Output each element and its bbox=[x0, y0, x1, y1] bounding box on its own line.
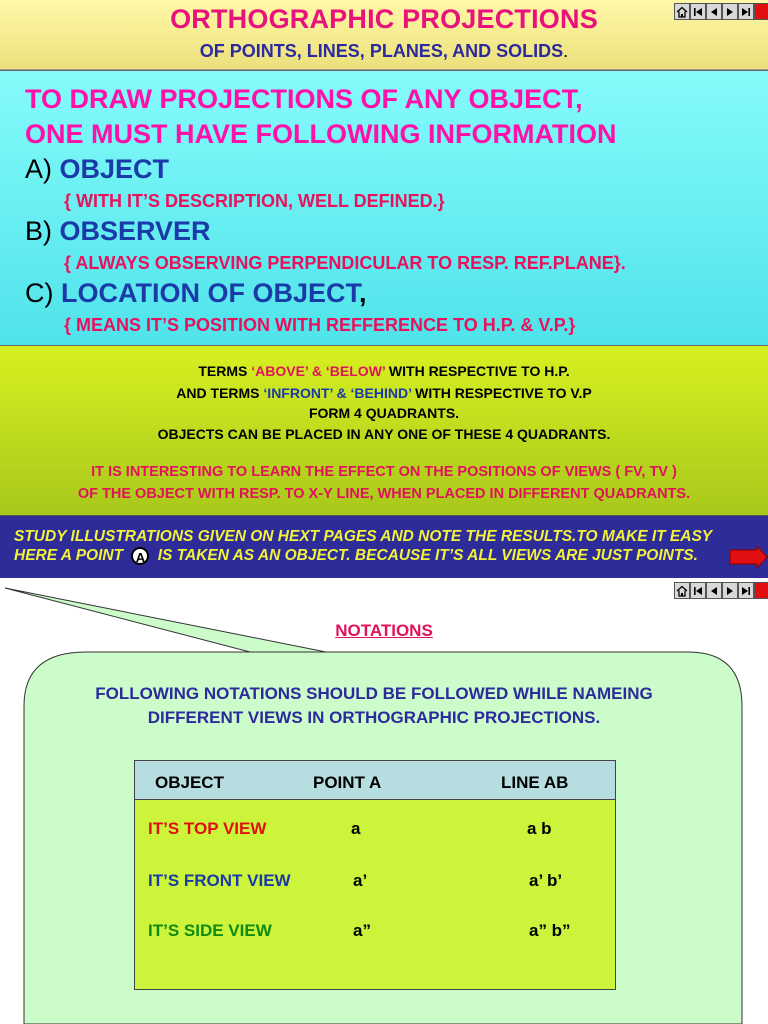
row-label: IT’S SIDE VIEW bbox=[148, 921, 272, 940]
item-suffix: , bbox=[359, 278, 367, 308]
previous-button[interactable] bbox=[706, 3, 722, 20]
interest-line-2: OF THE OBJECT WITH RESP. TO X-Y LINE, WHEN PLACED IN DIFFERENT QUADRANTS. bbox=[77, 486, 691, 502]
table-header bbox=[135, 761, 615, 800]
item-note: { MEANS IT’S POSITION WITH REFFERENCE TO H.P. & V.P.} bbox=[64, 315, 576, 335]
study-line-1: STUDY ILLUSTRATIONS GIVEN ON HEXT PAGES AND NOTE THE RESULTS.TO MAKE IT EASY bbox=[14, 528, 713, 545]
home-button[interactable] bbox=[674, 582, 690, 599]
study-line-2 bbox=[14, 547, 698, 565]
terms-text: WITH RESPECTIVE TO V.P bbox=[411, 385, 592, 401]
home-button[interactable] bbox=[674, 3, 690, 20]
nav-buttons-top bbox=[674, 3, 768, 20]
terms-line-3: FORM 4 QUADRANTS. bbox=[308, 405, 460, 421]
first-slide-icon bbox=[692, 585, 704, 597]
item-observer bbox=[25, 216, 211, 247]
notations-title: NOTATIONS bbox=[335, 621, 433, 640]
row-point: a’ bbox=[353, 871, 368, 890]
header-line: LINE AB bbox=[501, 773, 569, 792]
home-icon bbox=[676, 6, 688, 18]
terms-line-1 bbox=[0, 363, 768, 379]
row-point: a” bbox=[353, 921, 371, 940]
row-line: a” b” bbox=[529, 921, 571, 940]
home-icon bbox=[676, 585, 688, 597]
next-button[interactable] bbox=[722, 3, 738, 20]
subtitle-period: . bbox=[563, 41, 569, 61]
page-subtitle bbox=[0, 41, 768, 62]
last-slide-button[interactable] bbox=[738, 582, 754, 599]
previous-icon bbox=[708, 6, 720, 18]
item-location bbox=[25, 278, 367, 309]
last-slide-icon bbox=[740, 585, 752, 597]
slide-2 bbox=[0, 578, 768, 1024]
previous-icon bbox=[708, 585, 720, 597]
end-button[interactable] bbox=[754, 3, 768, 20]
intro-line-2: DIFFERENT VIEWS IN ORTHOGRAPHIC PROJECTIONS. bbox=[147, 708, 601, 727]
subtitle-text: OF POINTS, LINES, PLANES, AND SOLIDS bbox=[199, 41, 564, 61]
item-word: OBSERVER bbox=[59, 216, 211, 246]
header-object: OBJECT bbox=[155, 773, 224, 792]
last-slide-icon bbox=[740, 6, 752, 18]
item-note: { WITH IT’S DESCRIPTION, WELL DEFINED.} bbox=[64, 191, 445, 211]
interest-line-1: IT IS INTERESTING TO LEARN THE EFFECT ON THE POSITIONS OF VIEWS ( FV, TV ) bbox=[91, 464, 677, 480]
point-a-badge: A bbox=[131, 547, 149, 565]
last-slide-button[interactable] bbox=[738, 3, 754, 20]
row-line: a b bbox=[527, 819, 552, 838]
previous-button[interactable] bbox=[706, 582, 722, 599]
row-point: a bbox=[351, 819, 361, 838]
row-label: IT’S TOP VIEW bbox=[148, 819, 267, 838]
end-icon bbox=[756, 585, 768, 597]
heading-line-1: TO DRAW PROJECTIONS OF ANY OBJECT, bbox=[25, 84, 583, 114]
terms-line-2 bbox=[0, 385, 768, 401]
notations-table bbox=[134, 760, 616, 990]
arrow-right-icon bbox=[730, 546, 767, 568]
terms-highlight: ‘INFRONT’ & ‘BEHIND’ bbox=[263, 385, 412, 401]
first-slide-button[interactable] bbox=[690, 582, 706, 599]
intro-line-1: FOLLOWING NOTATIONS SHOULD BE FOLLOWED WHILE NAMEING bbox=[95, 684, 653, 703]
item-word: OBJECT bbox=[59, 154, 170, 184]
terms-text: TERMS bbox=[198, 363, 252, 379]
heading-line-2: ONE MUST HAVE FOLLOWING INFORMATION bbox=[25, 119, 617, 149]
next-page-arrow[interactable] bbox=[729, 546, 768, 568]
quadrants-box bbox=[0, 346, 768, 516]
information-box bbox=[0, 70, 768, 346]
item-letter: B) bbox=[25, 216, 52, 246]
title-bar bbox=[0, 0, 768, 70]
end-icon bbox=[756, 6, 768, 18]
next-icon bbox=[724, 585, 736, 597]
first-slide-icon bbox=[692, 6, 704, 18]
terms-text: AND TERMS bbox=[176, 385, 264, 401]
row-line: a’ b’ bbox=[529, 871, 563, 890]
item-note: { ALWAYS OBSERVING PERPENDICULAR TO RESP. REF.PLANE}. bbox=[64, 253, 626, 273]
nav-buttons-bottom bbox=[674, 582, 768, 599]
item-letter: C) bbox=[25, 278, 54, 308]
item-object bbox=[25, 154, 169, 185]
next-icon bbox=[724, 6, 736, 18]
row-label: IT’S FRONT VIEW bbox=[148, 871, 291, 890]
item-letter: A) bbox=[25, 154, 52, 184]
item-word: LOCATION OF OBJECT bbox=[61, 278, 360, 308]
header-point: POINT A bbox=[313, 773, 382, 792]
end-button[interactable] bbox=[754, 582, 768, 599]
first-slide-button[interactable] bbox=[690, 3, 706, 20]
study-text: IS TAKEN AS AN OBJECT. BECAUSE IT’S ALL VIEWS ARE JUST POINTS. bbox=[153, 547, 698, 565]
terms-highlight: ‘ABOVE’ & ‘BELOW’ bbox=[251, 363, 386, 379]
terms-line-4: OBJECTS CAN BE PLACED IN ANY ONE OF THESE 4 QUADRANTS. bbox=[157, 426, 611, 442]
page-title: ORTHOGRAPHIC PROJECTIONS bbox=[170, 4, 598, 34]
study-bar bbox=[0, 516, 768, 578]
next-button[interactable] bbox=[722, 582, 738, 599]
study-text: HERE A POINT bbox=[14, 547, 128, 565]
terms-text: WITH RESPECTIVE TO H.P. bbox=[385, 363, 570, 379]
